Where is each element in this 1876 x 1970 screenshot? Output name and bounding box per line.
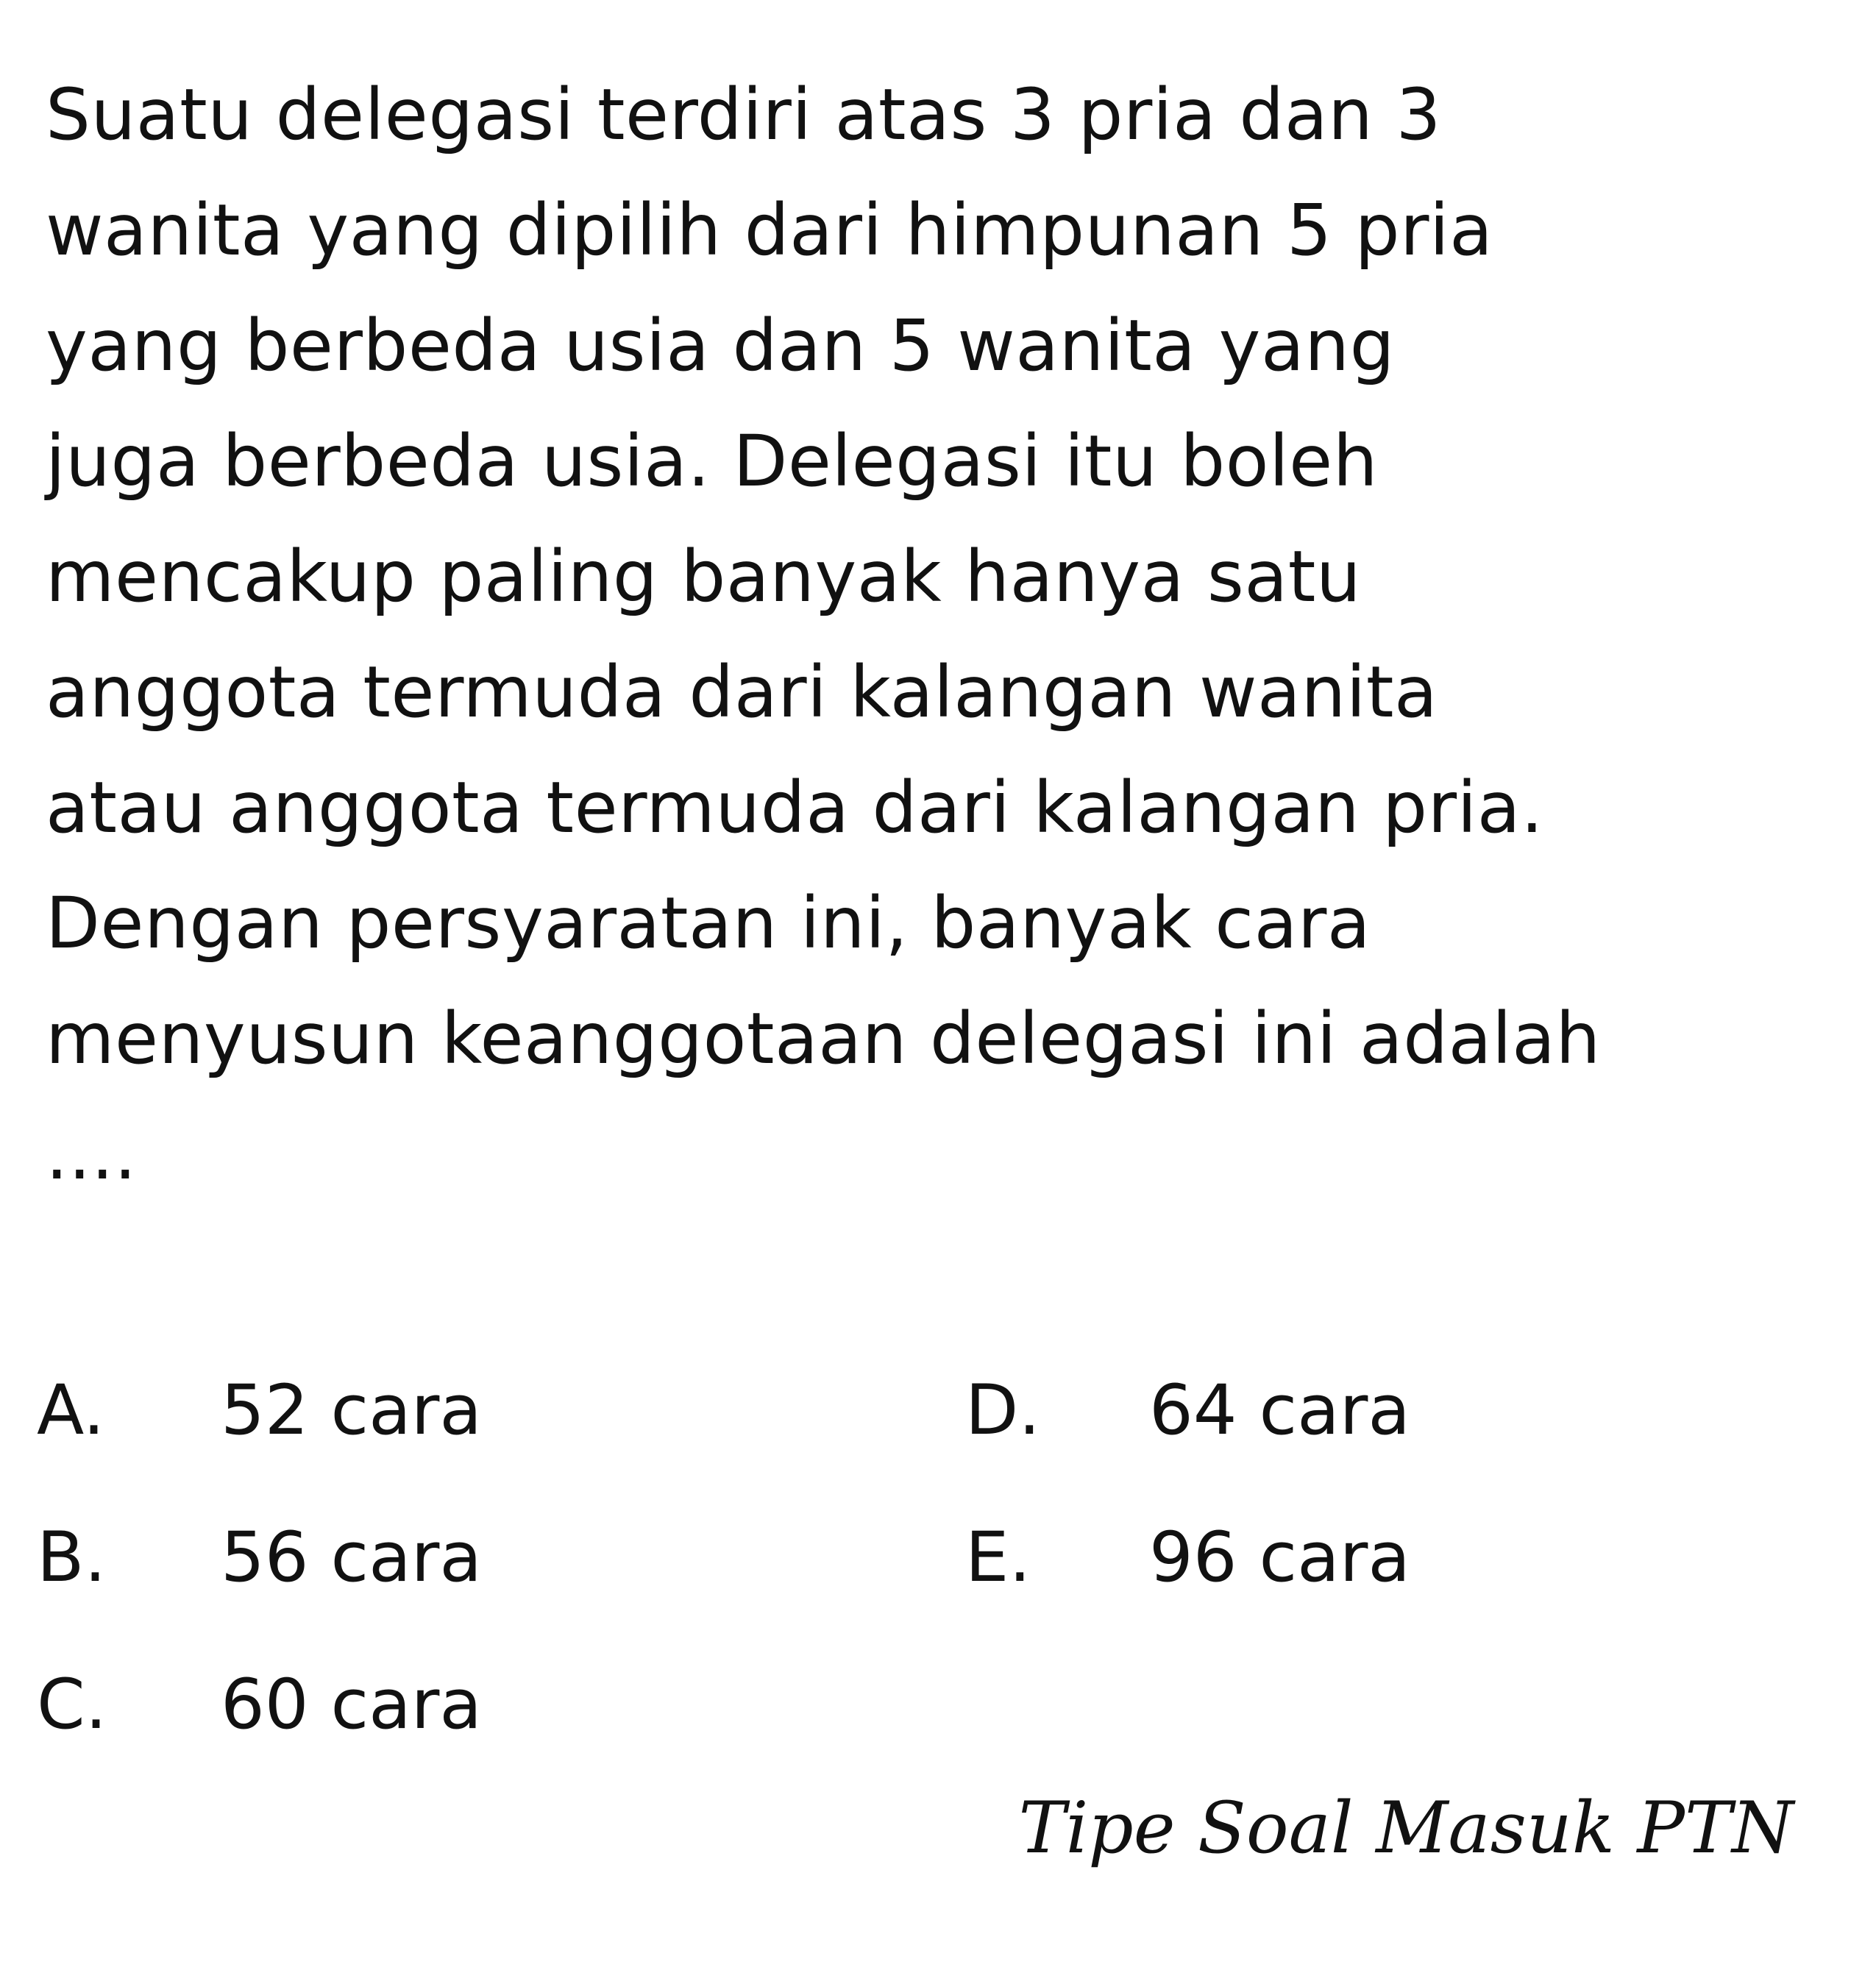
option-e[interactable] [965, 1514, 1410, 1602]
option-letter: B. [37, 1518, 107, 1598]
answer-options [37, 1367, 1832, 1779]
option-letter: C. [37, 1665, 107, 1745]
option-a[interactable] [37, 1367, 482, 1455]
option-text: 56 cara [221, 1518, 483, 1598]
question-ellipsis: .... [46, 1113, 138, 1195]
question-line: anggota termuda dari kalangan wanita [46, 651, 1438, 733]
question-text [46, 57, 1841, 1212]
option-letter: E. [965, 1518, 1031, 1598]
question-line: mencakup paling banyak hanya satu [46, 536, 1362, 618]
question-line: atau anggota termuda dari kalangan pria. [46, 767, 1544, 849]
question-line: yang berbeda usia dan 5 wanita yang [46, 305, 1396, 387]
option-text: 60 cara [221, 1665, 483, 1745]
question-line: wanita yang dipilih dari himpunan 5 pria [46, 189, 1493, 271]
option-text: 96 cara [1149, 1518, 1411, 1598]
question-line: Suatu delegasi terdiri atas 3 pria dan 3 [46, 74, 1442, 156]
option-c[interactable] [37, 1661, 482, 1749]
question-line: menyusun keanggotaan delegasi ini adalah [46, 998, 1601, 1080]
source-caption: Tipe Soal Masuk PTN [1018, 1787, 1794, 1869]
question-line: Dengan persyaratan ini, banyak cara [46, 882, 1371, 964]
option-d[interactable] [965, 1367, 1410, 1455]
option-letter: A. [37, 1370, 105, 1451]
option-letter: D. [965, 1370, 1041, 1451]
option-text: 64 cara [1149, 1370, 1411, 1451]
option-text: 52 cara [221, 1370, 483, 1451]
question-line: juga berbeda usia. Delegasi itu boleh [46, 420, 1379, 502]
option-b[interactable] [37, 1514, 482, 1602]
